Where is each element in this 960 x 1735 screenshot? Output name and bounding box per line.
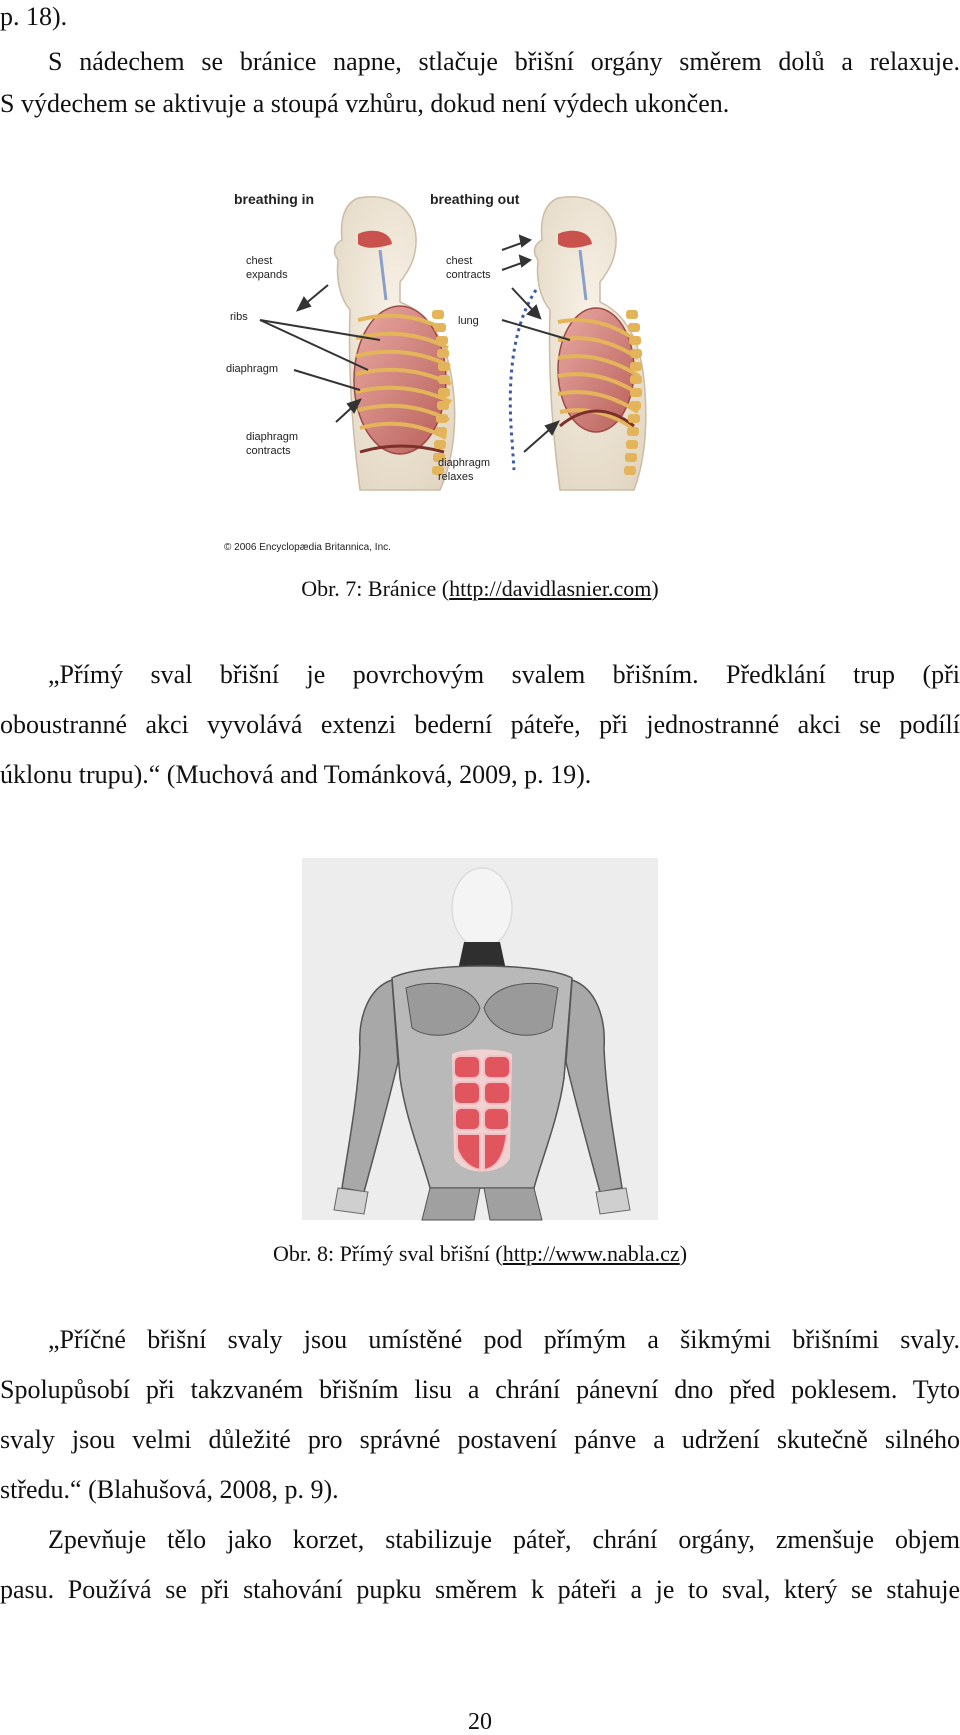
rectus-abdominis-icon	[452, 1050, 512, 1172]
left-hand-icon	[334, 1188, 368, 1214]
text-line: středu.“ (Blahušová, 2008, p. 9).	[0, 1475, 339, 1504]
page-number: 20	[468, 1709, 492, 1735]
figure-8-caption	[0, 1239, 960, 1269]
label-diaphragm-relaxes: diaphragm	[438, 457, 490, 469]
text-line: „Přímý sval břišní je povrchovým svalem břišním. Předklání trup (při	[48, 660, 960, 689]
text-line: p. 18).	[0, 2, 68, 31]
text-line: oboustranné akci vyvolává extenzi bederní páteře, při jednostranné akci se podílí	[0, 710, 960, 739]
text-line: Spolupůsobí při takzvaném břišním lisu a chrání pánevní dno před poklesem. Tyto	[0, 1375, 960, 1404]
body-breathing-out	[502, 197, 646, 490]
label-lung: lung	[458, 315, 479, 327]
left-leg-icon	[422, 1188, 480, 1220]
text-line: S výdechem se aktivuje a stoupá vzhůru, dokud není výdech ukončen.	[0, 89, 730, 118]
right-leg-icon	[484, 1188, 542, 1220]
label-diaphragm: diaphragm	[226, 363, 278, 375]
figure-8-source-link[interactable]: http://www.nabla.cz	[502, 1241, 680, 1266]
caption-prefix: Obr. 8: Přímý sval břišní (	[272, 1241, 503, 1266]
dotted-outline-icon	[510, 290, 536, 470]
label-chest-contracts: chest	[446, 255, 473, 267]
figure-7-caption	[0, 574, 960, 604]
text-line: Zpevňuje tělo jako korzet, stabilizuje páteř, chrání orgány, zmenšuje objem	[48, 1525, 960, 1554]
label-diaphragm-contracts: contracts	[246, 445, 291, 457]
caption-prefix: Obr. 7: Bránice (	[301, 576, 450, 601]
copyright-text: © 2006 Encyclopædia Britannica, Inc.	[224, 542, 391, 553]
label-diaphragm-contracts: diaphragm	[246, 431, 298, 443]
figure-7-breathing-diagram	[224, 190, 720, 560]
label-ribs: ribs	[230, 311, 248, 323]
head-icon	[452, 868, 512, 948]
text-line: svaly jsou velmi důležité pro správné postavení pánve a udržení skutečně silného	[0, 1425, 960, 1454]
right-hand-icon	[596, 1188, 630, 1214]
text-line: úklonu trupu).“ (Muchová and Tománková, 2009, p. 19).	[0, 760, 592, 789]
text-line: S nádechem se bránice napne, stlačuje břišní orgány směrem dolů a relaxuje.	[48, 47, 960, 76]
label-chest-expands: expands	[246, 269, 288, 281]
figure-7-source-link[interactable]: http://davidlasnier.com	[449, 576, 652, 601]
caption-suffix: )	[679, 1241, 688, 1266]
label-diaphragm-relaxes: relaxes	[438, 471, 474, 483]
caption-suffix: )	[651, 576, 659, 601]
label-breathing-in: breathing in	[234, 191, 315, 207]
text-line: pasu. Používá se při stahování pupku směrem k páteři a je to sval, který se stahuje	[0, 1575, 960, 1604]
figure-8-rectus-abdominis	[302, 858, 658, 1220]
text-line: „Příčné břišní svaly jsou umístěné pod přímým a šikmými břišními svaly.	[48, 1325, 960, 1354]
label-chest-contracts: contracts	[446, 269, 491, 281]
label-chest-expands: chest	[246, 255, 273, 267]
label-breathing-out: breathing out	[430, 191, 520, 207]
